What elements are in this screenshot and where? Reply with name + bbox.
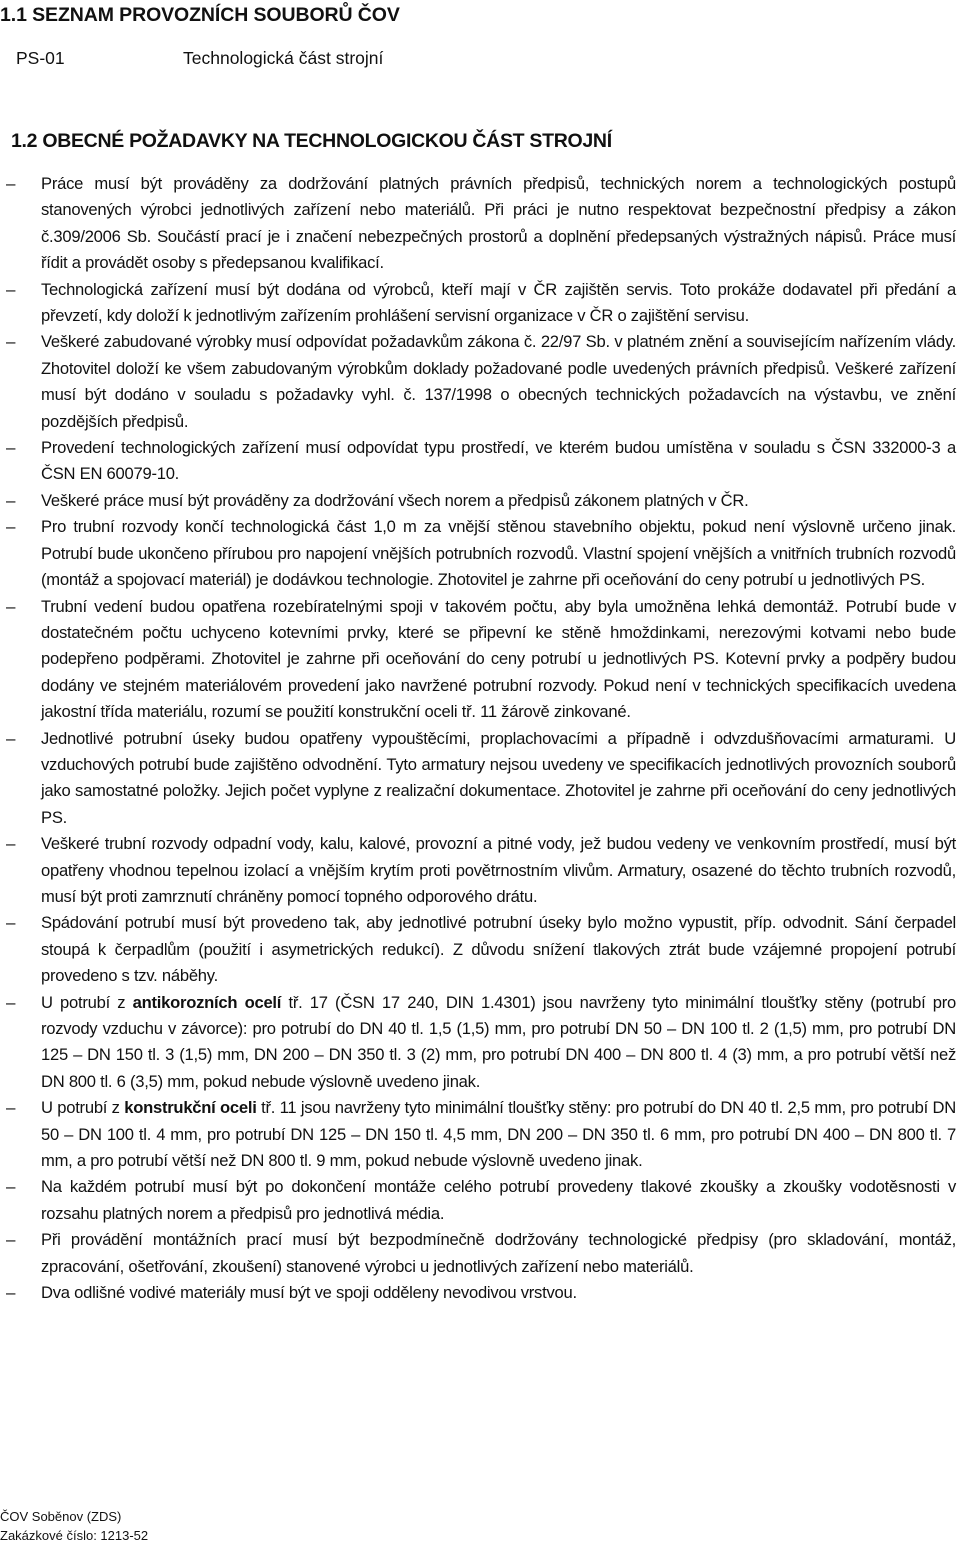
list-item xyxy=(0,435,960,488)
list-item-text xyxy=(41,435,956,488)
list-item-text xyxy=(41,277,956,330)
text-run: Práce musí být prováděny za dodržování platných právních předpisů, technických norem a technologických postupů stanovených výrobci jednotlivých zařízení nebo materiálů. Při práci je nutno respektovat bezpečnostní předpisy a zákon č.309/2006 Sb. Součástí prací je i značení nebezpečných prostorů a doplnění předepsaných výstražných nápisů. Práce musí řídit a provádět osoby s předepsanou kvalifikací. xyxy=(41,174,956,273)
list-item-text xyxy=(41,514,956,593)
text-run: Veškeré zabudované výrobky musí odpovídat požadavkům zákona č. 22/97 Sb. v platném znění a souvisejícím nařízením vlády. Zhotovitel doloží ke všem zabudovaným výrobkům doklady požadované podle uvedených právních předpisů. Veškeré zařízení musí být dodáno v souladu s požadavky vyhl. č. 137/1998 o obecných technických požadavcích na výstavbu, ve znění pozdějších předpisů. xyxy=(41,332,956,431)
list-item-text xyxy=(41,594,956,726)
emphasized-term: antikorozních ocelí xyxy=(132,992,282,1012)
list-item-text xyxy=(41,1227,956,1280)
text-run: Dva odlišné vodivé materiály musí být ve spoji odděleny nevodivou vrstvou. xyxy=(41,1283,577,1303)
list-item xyxy=(0,277,960,330)
list-item-text xyxy=(41,1174,956,1227)
emphasized-term: konstrukční oceli xyxy=(124,1098,257,1118)
ps-code: PS-01 xyxy=(16,48,65,68)
text-run: U potrubí z xyxy=(41,992,133,1012)
list-item xyxy=(0,1095,960,1174)
text-run: Na každém potrubí musí být po dokončení montáže celého potrubí provedeny tlakové zkoušky a zkoušky vodotěsnosti v rozsahu platných norem a předpisů pro jednotlivá média. xyxy=(41,1177,956,1223)
text-run: Technologická zařízení musí být dodána od výrobců, kteří mají v ČR zajištěn servis. Toto prokáže dodavatel při předání a převzetí, kdy doloží k jednotlivým zařízením prohlášení servisní organizace v ČR o zajištění servisu. xyxy=(41,279,956,326)
text-run: Veškeré práce musí být prováděny za dodržování všech norem a předpisů zákonem platných v ČR. xyxy=(41,490,749,510)
list-item-text xyxy=(41,329,956,435)
list-item-text xyxy=(41,488,956,514)
bullet-dash: – xyxy=(6,913,16,933)
text-run: U potrubí z xyxy=(41,1098,125,1118)
list-item-text xyxy=(41,910,956,989)
text-run: Trubní vedení budou opatřena rozebíratelnými spoji v takovém počtu, aby byla umožněna lehká demontáž. Potrubí bude v dostatečném počtu uchyceno kotevními prvky, které se připevní ke stěně hmoždinkami, nerezovými kotvami nebo bude podepřeno podpěrami. Zhotovitel je zahrne při oceňování do ceny potrubí u jednotlivých PS. Kotevní prvky a podpěry budou dodány ve stejném materiálovém provedení jako navržené potrubní rozvody. Pokud není v technických specifikacích uvedena jakostní třída materiálu, rozumí se použití konstrukční oceli tř. 11 žárově zinkované. xyxy=(41,596,956,722)
bullet-dash: – xyxy=(6,517,16,537)
list-item xyxy=(0,831,960,910)
list-item-text xyxy=(41,831,956,910)
bullet-dash: – xyxy=(6,1283,16,1303)
list-item-text xyxy=(41,990,956,1096)
bullet-dash: – xyxy=(6,174,16,193)
list-item xyxy=(0,1280,960,1306)
list-item xyxy=(0,1227,960,1280)
list-item xyxy=(0,990,960,1096)
ps-name: Technologická část strojní xyxy=(183,48,384,68)
requirements-list xyxy=(0,171,960,1306)
bullet-dash: – xyxy=(6,992,16,1012)
list-item-text xyxy=(41,726,956,832)
bullet-dash: – xyxy=(6,438,16,458)
bullet-dash: – xyxy=(6,332,16,352)
bullet-dash: – xyxy=(6,1098,16,1118)
list-item xyxy=(0,726,960,832)
text-run: Veškeré trubní rozvody odpadní vody, kalu, kalové, provozní a pitné vody, jež budou vedeny ve venkovním prostředí, musí být opatřeny vhodnou tepelnou izolací a vnějším krytím proti povětrnostním vlivům. Armatury, osazené do těchto trubních rozvodů, musí být proti zamrznutí chráněny pomocí topného odporového drátu. xyxy=(41,834,956,906)
list-item xyxy=(0,514,960,593)
bullet-dash: – xyxy=(6,728,16,748)
bullet-dash: – xyxy=(6,596,16,616)
bullet-dash: – xyxy=(6,1177,16,1197)
list-item xyxy=(0,1174,960,1227)
section-heading-1-2: 1.2 OBECNÉ POŽADAVKY NA TECHNOLOGICKOU ČÁST STROJNÍ xyxy=(11,130,612,152)
footer-project: ČOV Soběnov (ZDS) xyxy=(0,1509,122,1524)
list-item xyxy=(0,329,960,435)
footer-order-number: Zakázkové číslo: 1213-52 xyxy=(0,1528,149,1543)
text-run: Pro trubní rozvody končí technologická část 1,0 m za vnější stěnou stavebního objektu, pokud není výslovně určeno jinak. Potrubí bude ukončeno přírubou pro napojení vnějších potrubních rozvodů. Vlastní spojení vnějších a vnitřních trubních rozvodů (montáž a spojovací materiál) je dodávkou technologie. Zhotovitel je zahrne při oceňování do ceny potrubí u jednotlivých PS. xyxy=(41,517,956,590)
list-item xyxy=(0,594,960,726)
list-item-text xyxy=(41,1280,956,1306)
text-run: Spádování potrubí musí být provedeno tak, aby jednotlivé potrubní úseky bylo možno vypustit, příp. odvodnit. Sání čerpadel stoupá k čerpadlům (použití i asymetrických redukcí). Z důvodu snížení tlakových ztrát bude vzájemné propojení potrubí provedeno s tzv. náběhy. xyxy=(41,913,956,986)
bullet-dash: – xyxy=(6,490,16,510)
bullet-dash: – xyxy=(6,834,16,854)
text-run: Jednotlivé potrubní úseky budou opatřeny vypouštěcími, proplachovacími a případně i odvzdušňovacími armaturami. U vzduchových potrubí bude zajištěno odvodnění. Tyto armatury nejsou uvedeny ve specifikacích jednotlivých provozních souborů jako samostatné položky. Jejich počet vyplyne z realizační dokumentace. Zhotovitel je zahrne při oceňování do ceny jednotlivých PS. xyxy=(41,728,956,827)
bullet-dash: – xyxy=(6,1230,16,1250)
text-run: Provedení technologických zařízení musí odpovídat typu prostředí, ve kterém budou umístěna v souladu s ČSN 332000-3 a ČSN EN 60079-10. xyxy=(41,438,956,484)
list-item xyxy=(0,488,960,514)
text-run: tř. 11 jsou navrženy tyto minimální tloušťky stěny: pro potrubí do DN 40 tl. 2,5 mm, pro potrubí DN 50 – DN 100 tl. 4 mm, pro potrubí DN 125 – DN 150 tl. 4,5 mm, DN 200 – DN 350 tl. 6 mm, pro potrubí DN 400 – DN 800 tl. 7 mm, a pro potrubí větší než DN 800 tl. 9 mm, pokud nebude výslovně uvedeno jinak. xyxy=(41,1098,956,1171)
bullet-dash: – xyxy=(6,279,16,299)
section-heading-1-1: 1.1 SEZNAM PROVOZNÍCH SOUBORŮ ČOV xyxy=(0,4,400,26)
list-item xyxy=(0,171,960,277)
list-item-text xyxy=(41,1095,956,1174)
text-run: tř. 17 (ČSN 17 240, DIN 1.4301) jsou navrženy tyto minimální tloušťky stěny (potrubí pro rozvody vzduchu v závorce): pro potrubí do DN 40 tl. 1,5 (1,5) mm, pro potrubí DN 50 – DN 100 tl. 2 (1,5) mm, pro potrubí DN 125 – DN 150 tl. 3 (1,5) mm, DN 200 – DN 350 tl. 3 (2) mm, pro potrubí DN 400 – DN 800 tl. 4 (3) mm, a pro potrubí větší než DN 800 tl. 6 (3,5) mm, pokud nebude výslovně uvedeno jinak. xyxy=(41,992,956,1091)
page-footer xyxy=(0,1507,148,1545)
list-item-text xyxy=(41,171,956,277)
text-run: Při provádění montážních prací musí být bezpodmínečně dodržovány technologické předpisy (pro skladování, montáž, zpracování, ošetřování, zkoušení) stanovené výrobci u jednotlivých zařízení nebo materiálů. xyxy=(41,1230,956,1276)
list-item xyxy=(0,910,960,989)
